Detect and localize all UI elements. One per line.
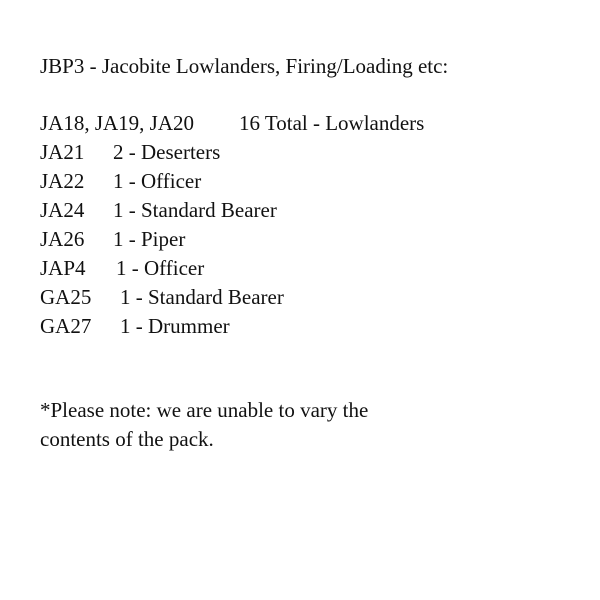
list-item xyxy=(40,312,424,341)
list-item xyxy=(40,167,424,196)
figure-description: 1 - Standard Bearer xyxy=(120,285,284,309)
figure-code: JA24 xyxy=(40,198,85,222)
figure-description: 1 - Piper xyxy=(113,227,186,251)
figure-description: 1 - Officer xyxy=(113,169,202,193)
figure-description: 1 - Officer xyxy=(116,256,205,280)
figure-code: JAP4 xyxy=(40,256,86,280)
figure-description: 16 Total - Lowlanders xyxy=(239,111,425,135)
figure-description: 2 - Deserters xyxy=(113,140,221,164)
figure-code: GA25 xyxy=(40,285,92,309)
list-item xyxy=(40,254,424,283)
list-item xyxy=(40,196,424,225)
figure-code: JA18, JA19, JA20 xyxy=(40,111,195,135)
figure-code: GA27 xyxy=(40,314,92,338)
figure-code: JA22 xyxy=(40,169,85,193)
list-item xyxy=(40,283,424,312)
pack-note xyxy=(40,396,560,454)
pack-contents-list xyxy=(40,109,424,341)
pack-title: JBP3 - Jacobite Lowlanders, Firing/Loading etc: xyxy=(40,54,449,78)
note-line: *Please note: we are unable to vary the xyxy=(40,398,369,422)
figure-code: JA26 xyxy=(40,227,85,251)
list-item xyxy=(40,138,424,167)
list-item xyxy=(40,109,424,138)
note-line: contents of the pack. xyxy=(40,427,214,451)
figure-description: 1 - Drummer xyxy=(120,314,230,338)
list-item xyxy=(40,225,424,254)
figure-description: 1 - Standard Bearer xyxy=(113,198,277,222)
figure-code: JA21 xyxy=(40,140,85,164)
